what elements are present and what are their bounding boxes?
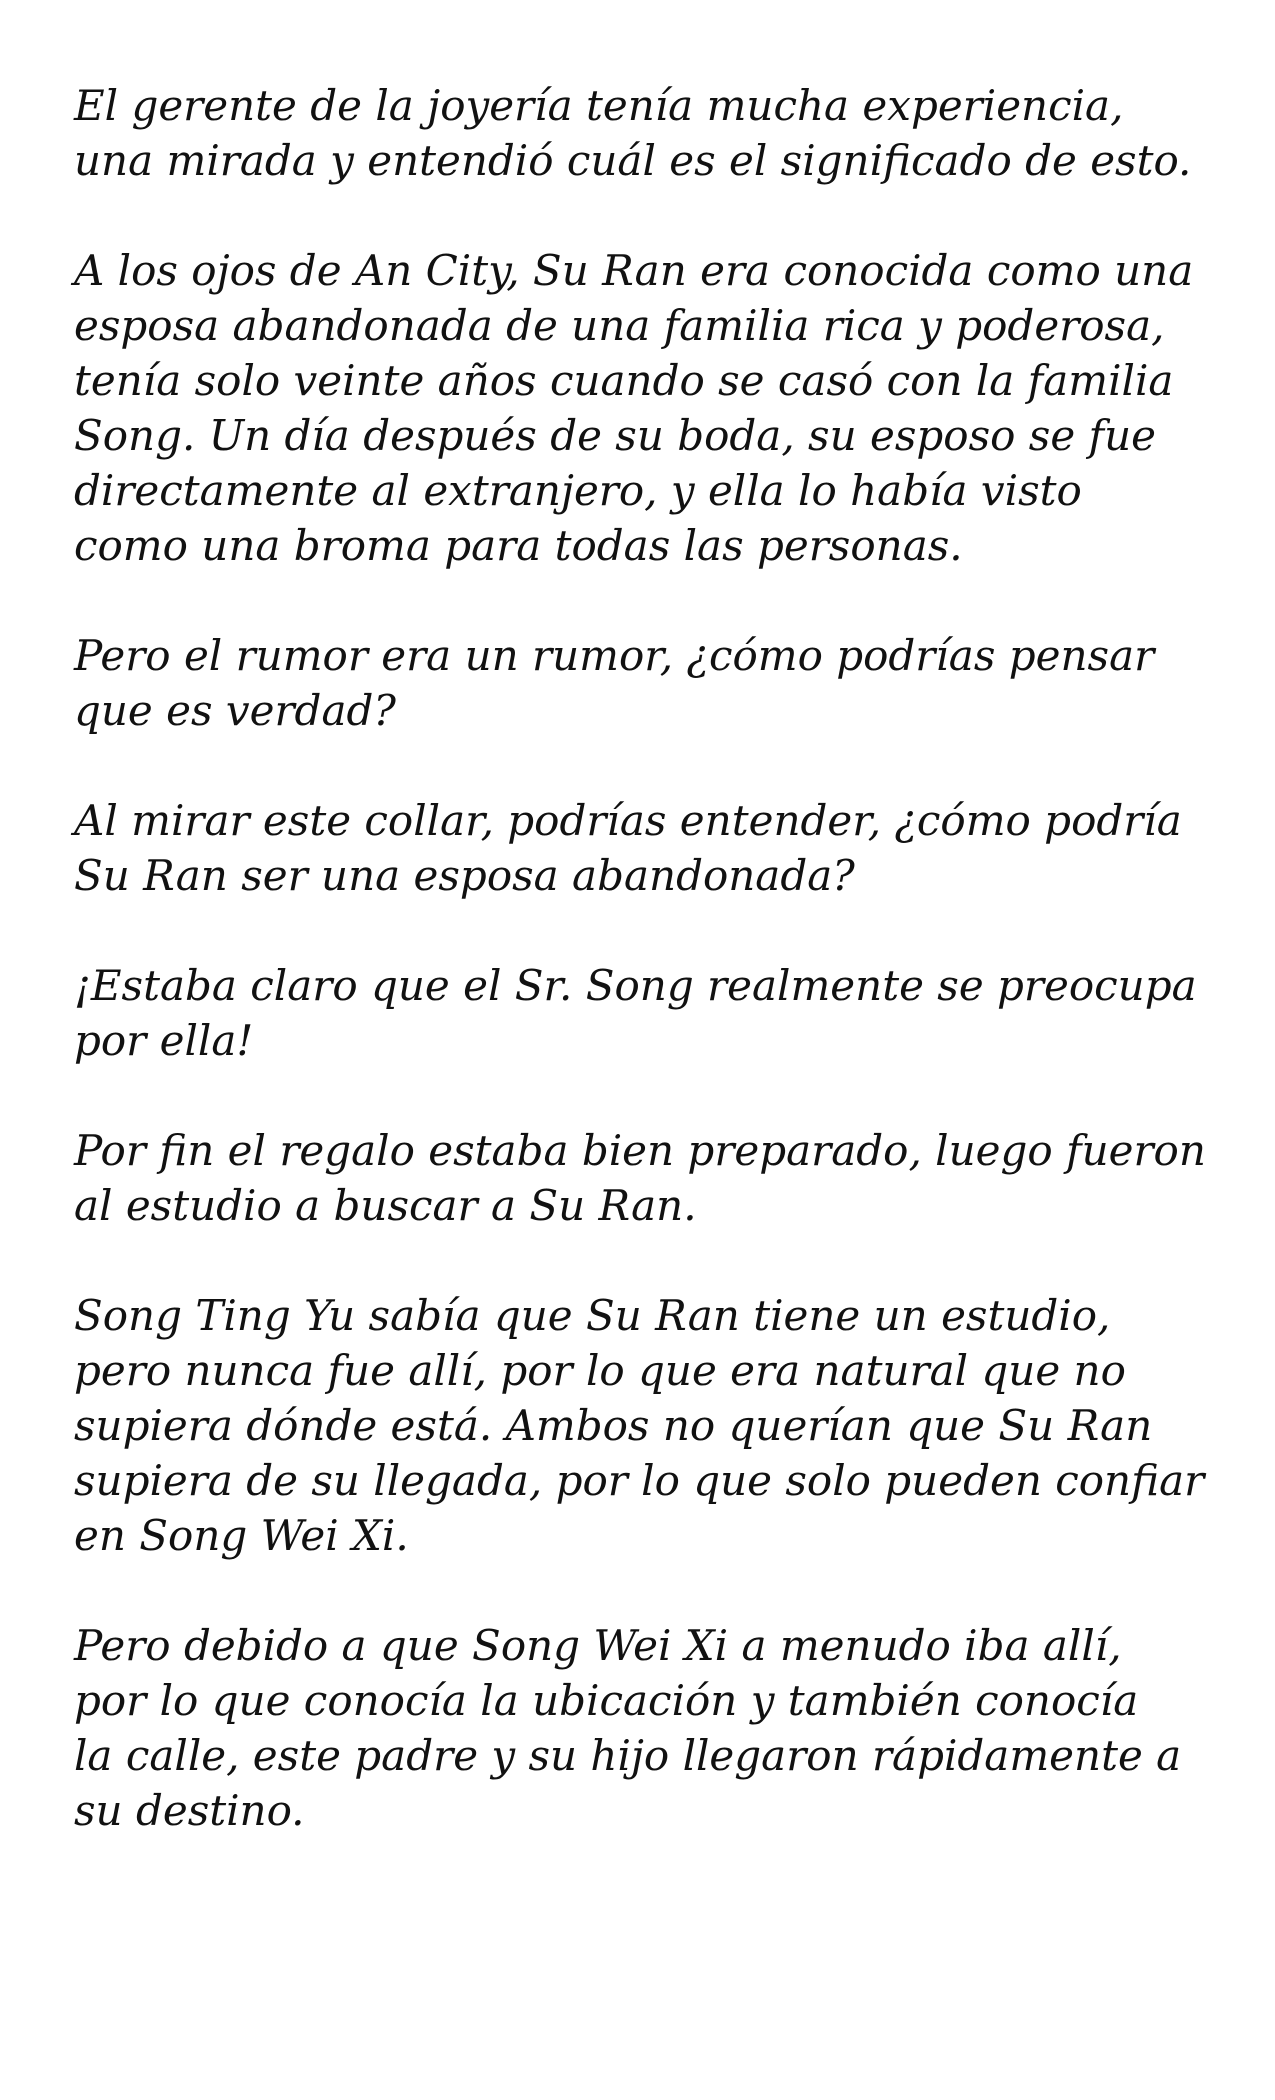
paragraph-8: Pero debido a que Song Wei Xi a menudo iba allí, por lo que conocía la ubicación y también conocía la calle, este padre y su hijo llegaron rápidamente a su destino. [74, 1621, 1182, 1835]
paragraph-6: Por fin el regalo estaba bien preparado, luego fueron al estudio a buscar a Su Ran. [74, 1126, 1206, 1230]
paragraph-3: Pero el rumor era un rumor, ¿cómo podrías pensar que es verdad? [74, 631, 1155, 735]
paragraph-1: El gerente de la joyería tenía mucha experiencia, una mirada y entendió cuál es el significado de esto. [74, 81, 1192, 185]
paragraph-5: ¡Estaba claro que el Sr. Song realmente se preocupa por ella! [74, 961, 1197, 1065]
paragraph-7: Song Ting Yu sabía que Su Ran tiene un estudio, pero nunca fue allí, por lo que era natural que no supiera dónde está. Ambos no querían que Su Ran supiera de su llegada, por lo que solo pueden confiar en Song Wei Xi. [74, 1291, 1205, 1560]
paragraph-2: A los ojos de An City, Su Ran era conocida como una esposa abandonada de una familia rica y poderosa, tenía solo veinte años cuando se casó con la familia Song. Un día después de su boda, su esposo se fue directamente al extranjero, y ella lo había visto como una broma para todas las personas. [74, 246, 1194, 570]
paragraph-4: Al mirar este collar, podrías entender, ¿cómo podría Su Ran ser una esposa abandonada? [74, 796, 1182, 900]
document-body [74, 78, 1234, 1838]
